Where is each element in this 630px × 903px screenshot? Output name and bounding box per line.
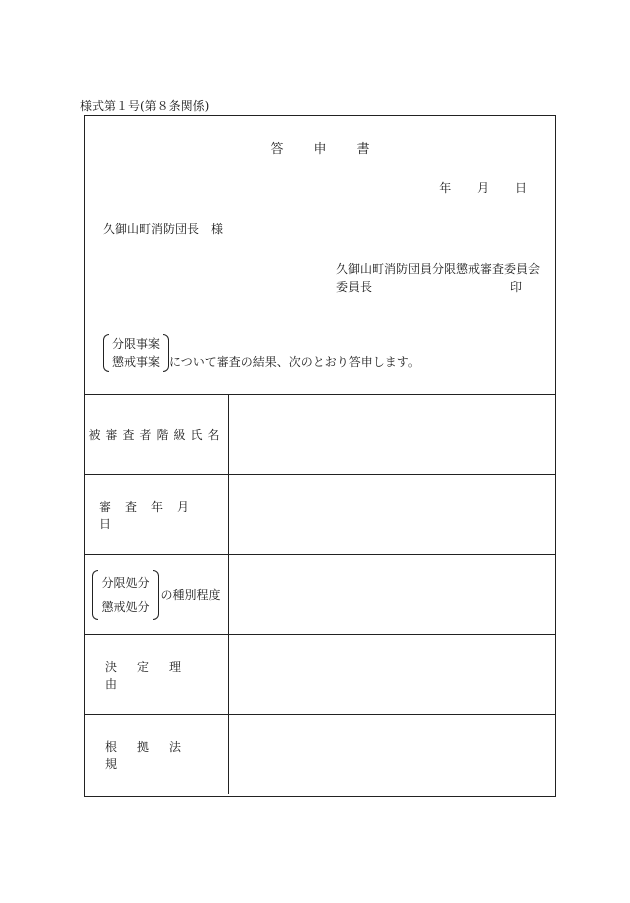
committee-name: 久御山町消防団員分限懲戒審査委員会 [336,262,541,276]
disposition-bracket-group [92,570,220,620]
day-label: 日 [514,181,527,195]
row-label-disposition [85,555,229,634]
statement-text: について審査の結果、次のとおり答申します。 [169,355,420,369]
year-label: 年 [439,181,452,195]
case-options [103,334,169,372]
details-table [85,394,555,794]
case-option-limit: 分限事案 [112,337,161,351]
table-row [85,554,555,634]
row-label-date: 審査年月日 [85,475,229,554]
row-value-disposition [229,555,555,634]
disposition-option-limit: 分限処分 [101,575,150,590]
recipient-line: 久御山町消防団長 様 [103,222,224,236]
row-label-law: 根拠法規 [85,715,229,794]
month-label: 月 [477,181,490,195]
disposition-suffix: の種別程度 [160,588,221,602]
row-label-name: 被審査者階級氏名 [85,395,229,474]
form-number-label: 様式第１号(第８条関係) [80,99,210,113]
row-value-name [229,395,555,474]
table-row [85,634,555,714]
document-title: 答申書 [270,142,400,157]
case-option-discipline: 懲戒事案 [112,355,161,369]
date-line [417,179,527,196]
seal-mark: 印 [510,280,523,294]
case-type-bracket [103,334,420,372]
table-row [85,474,555,554]
row-label-reason: 決定理由 [85,635,229,714]
disposition-options [92,570,158,620]
disposition-option-discipline: 懲戒処分 [101,599,150,614]
table-row [85,714,555,794]
report-form-frame [84,115,556,797]
row-value-date [229,475,555,554]
row-value-reason [229,635,555,714]
table-row [85,394,555,474]
chairperson-label: 委員長 [336,280,373,294]
row-value-law [229,715,555,794]
